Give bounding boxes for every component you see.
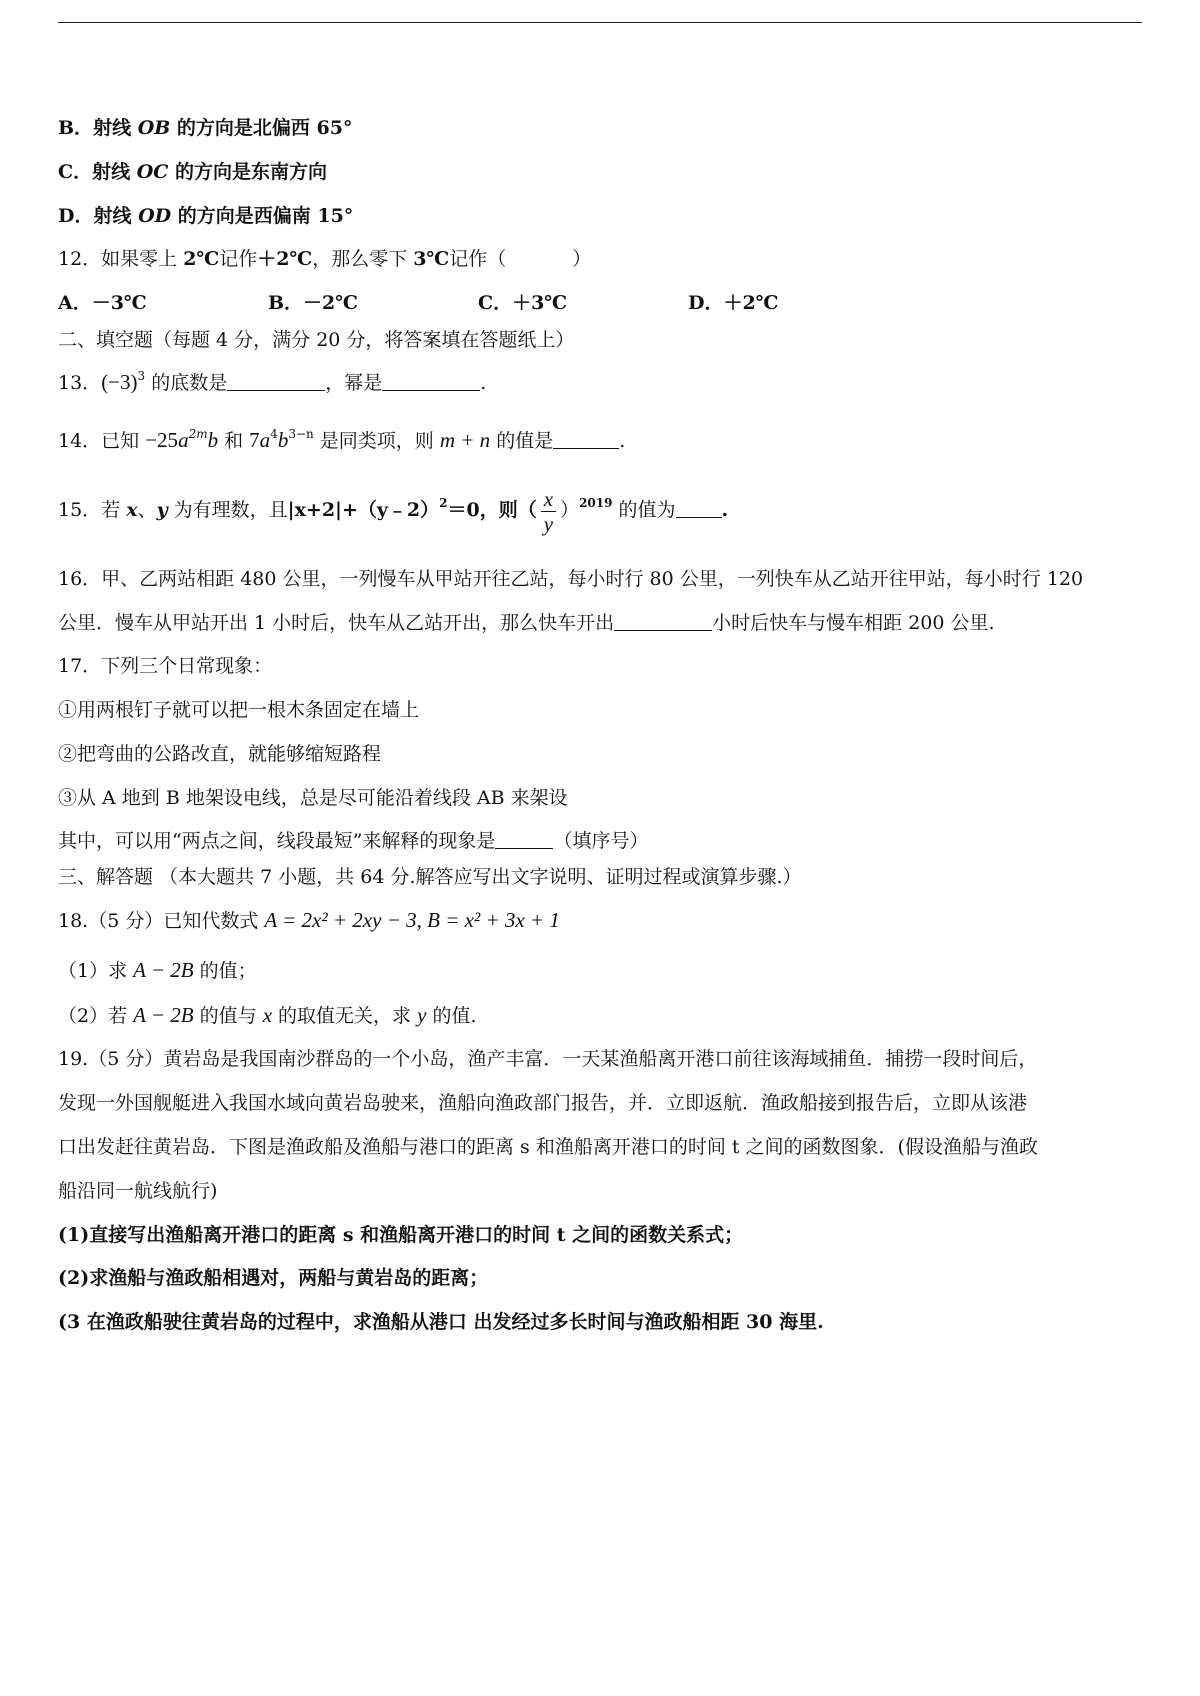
section-2-heading: 二、填空题（每题 4 分，满分 20 分，将答案填在答题纸上） — [58, 329, 575, 351]
q16-blank[interactable] — [614, 610, 712, 631]
q12-stem: 12．如果零上 2℃记作＋2℃，那么零下 3℃记作（ ） — [58, 248, 592, 270]
q19-part-1: (1)直接写出渔船离开港口的距离 s 和渔船离开港口的时间 t 之间的函数关系式； — [58, 1224, 744, 1246]
q13: 13．$(-3)^3$ 的底数是 ，幂是 . — [58, 369, 487, 394]
q17-item-3: ③从 A 地到 B 地架设电线，总是尽可能沿着线段 AB 来架设 — [58, 787, 568, 809]
q14-blank[interactable] — [553, 428, 619, 449]
section-3-heading: 三、解答题 （本大题共 7 小题，共 64 分.解答应写出文字说明、证明过程或演算步骤.） — [58, 866, 802, 888]
q13-blank-1[interactable] — [227, 370, 325, 391]
q11-option-d: D．射线 OD 的方向是西偏南 15° — [58, 205, 354, 227]
q12-option-b: B．－2℃ — [268, 292, 359, 314]
q18-part-1: （1）求 A − 2B 的值； — [58, 958, 257, 982]
q19-line-3: 口出发赶往黄岩岛．下图是渔政船及渔船与港口的距离 s 和渔船离开港口的时间 t 之间的函数图象．(假设渔船与渔政 — [58, 1136, 1038, 1158]
q12-option-d: D．＋2℃ — [688, 292, 779, 314]
q17-item-1: ①用两根钉子就可以把一根木条固定在墙上 — [58, 699, 420, 721]
q17-stem: 17．下列三个日常现象： — [58, 655, 273, 677]
q15: 15．若 x、y 为有理数，且|x+2|+（y﹣2）$^2$＝0，则（ $\frac{x}{y}$ ）$^{2019}$ 的值为 . — [58, 486, 729, 536]
q15-fraction: $\frac{x}{y}$ — [541, 487, 556, 536]
q19-line-1: 19.（5 分）黄岩岛是我国南沙群岛的一个小岛，渔产丰富．一天某渔船离开港口前往该海域捕鱼．捕捞一段时间后， — [58, 1048, 1038, 1070]
q16-line-2: 公里．慢车从甲站开出 1 小时后，快车从乙站开出，那么快车开出 小时后快车与慢车相距 200 公里. — [58, 612, 995, 634]
q12-option-a: A．－3℃ — [58, 292, 147, 314]
q18-part-2: （2）若 A − 2B 的值与 x 的取值无关，求 y 的值. — [58, 1003, 477, 1027]
q17-blank[interactable] — [495, 828, 553, 849]
q15-blank[interactable] — [676, 497, 722, 518]
q19-part-2: (2)求渔船与渔政船相遇对，两船与黄岩岛的距离； — [58, 1267, 489, 1289]
q17-item-2: ②把弯曲的公路改直，就能够缩短路程 — [58, 743, 382, 765]
q19-line-2: 发现一外国舰艇进入我国水域向黄岩岛驶来，渔船向渔政部门报告，并．立即返航．渔政船接到报告后，立即从该港 — [58, 1092, 1028, 1114]
q12-option-c: C．＋3℃ — [478, 292, 568, 314]
q12-options — [58, 289, 1150, 317]
header-rule — [58, 22, 1142, 23]
q14: 14．已知 $-25a^{2m}b$ 和 $7a^4b^{3-n}$ 是同类项，则 m + n 的值是 . — [58, 427, 626, 452]
q17-tail: 其中，可以用“两点之间，线段最短”来解释的现象是 （填序号） — [58, 830, 649, 852]
q11-option-c: C．射线 OC 的方向是东南方向 — [58, 161, 328, 183]
q16-line-1: 16．甲、乙两站相距 480 公里，一列慢车从甲站开往乙站，每小时行 80 公里，一列快车从乙站开往甲站，每小时行 120 — [58, 568, 1084, 590]
q19-part-3: (3 在渔政船驶往黄岩岛的过程中，求渔船从港口 出发经过多长时间与渔政船相距 30 海里. — [58, 1311, 824, 1333]
q19-line-4: 船沿同一航线航行) — [58, 1180, 218, 1202]
q18-stem: 18.（5 分）已知代数式 A = 2x² + 2xy − 3, B = x² + 3x + 1 — [58, 908, 560, 932]
q11-option-b: B．射线 OB 的方向是北偏西 65° — [58, 117, 353, 139]
q13-blank-2[interactable] — [382, 370, 480, 391]
